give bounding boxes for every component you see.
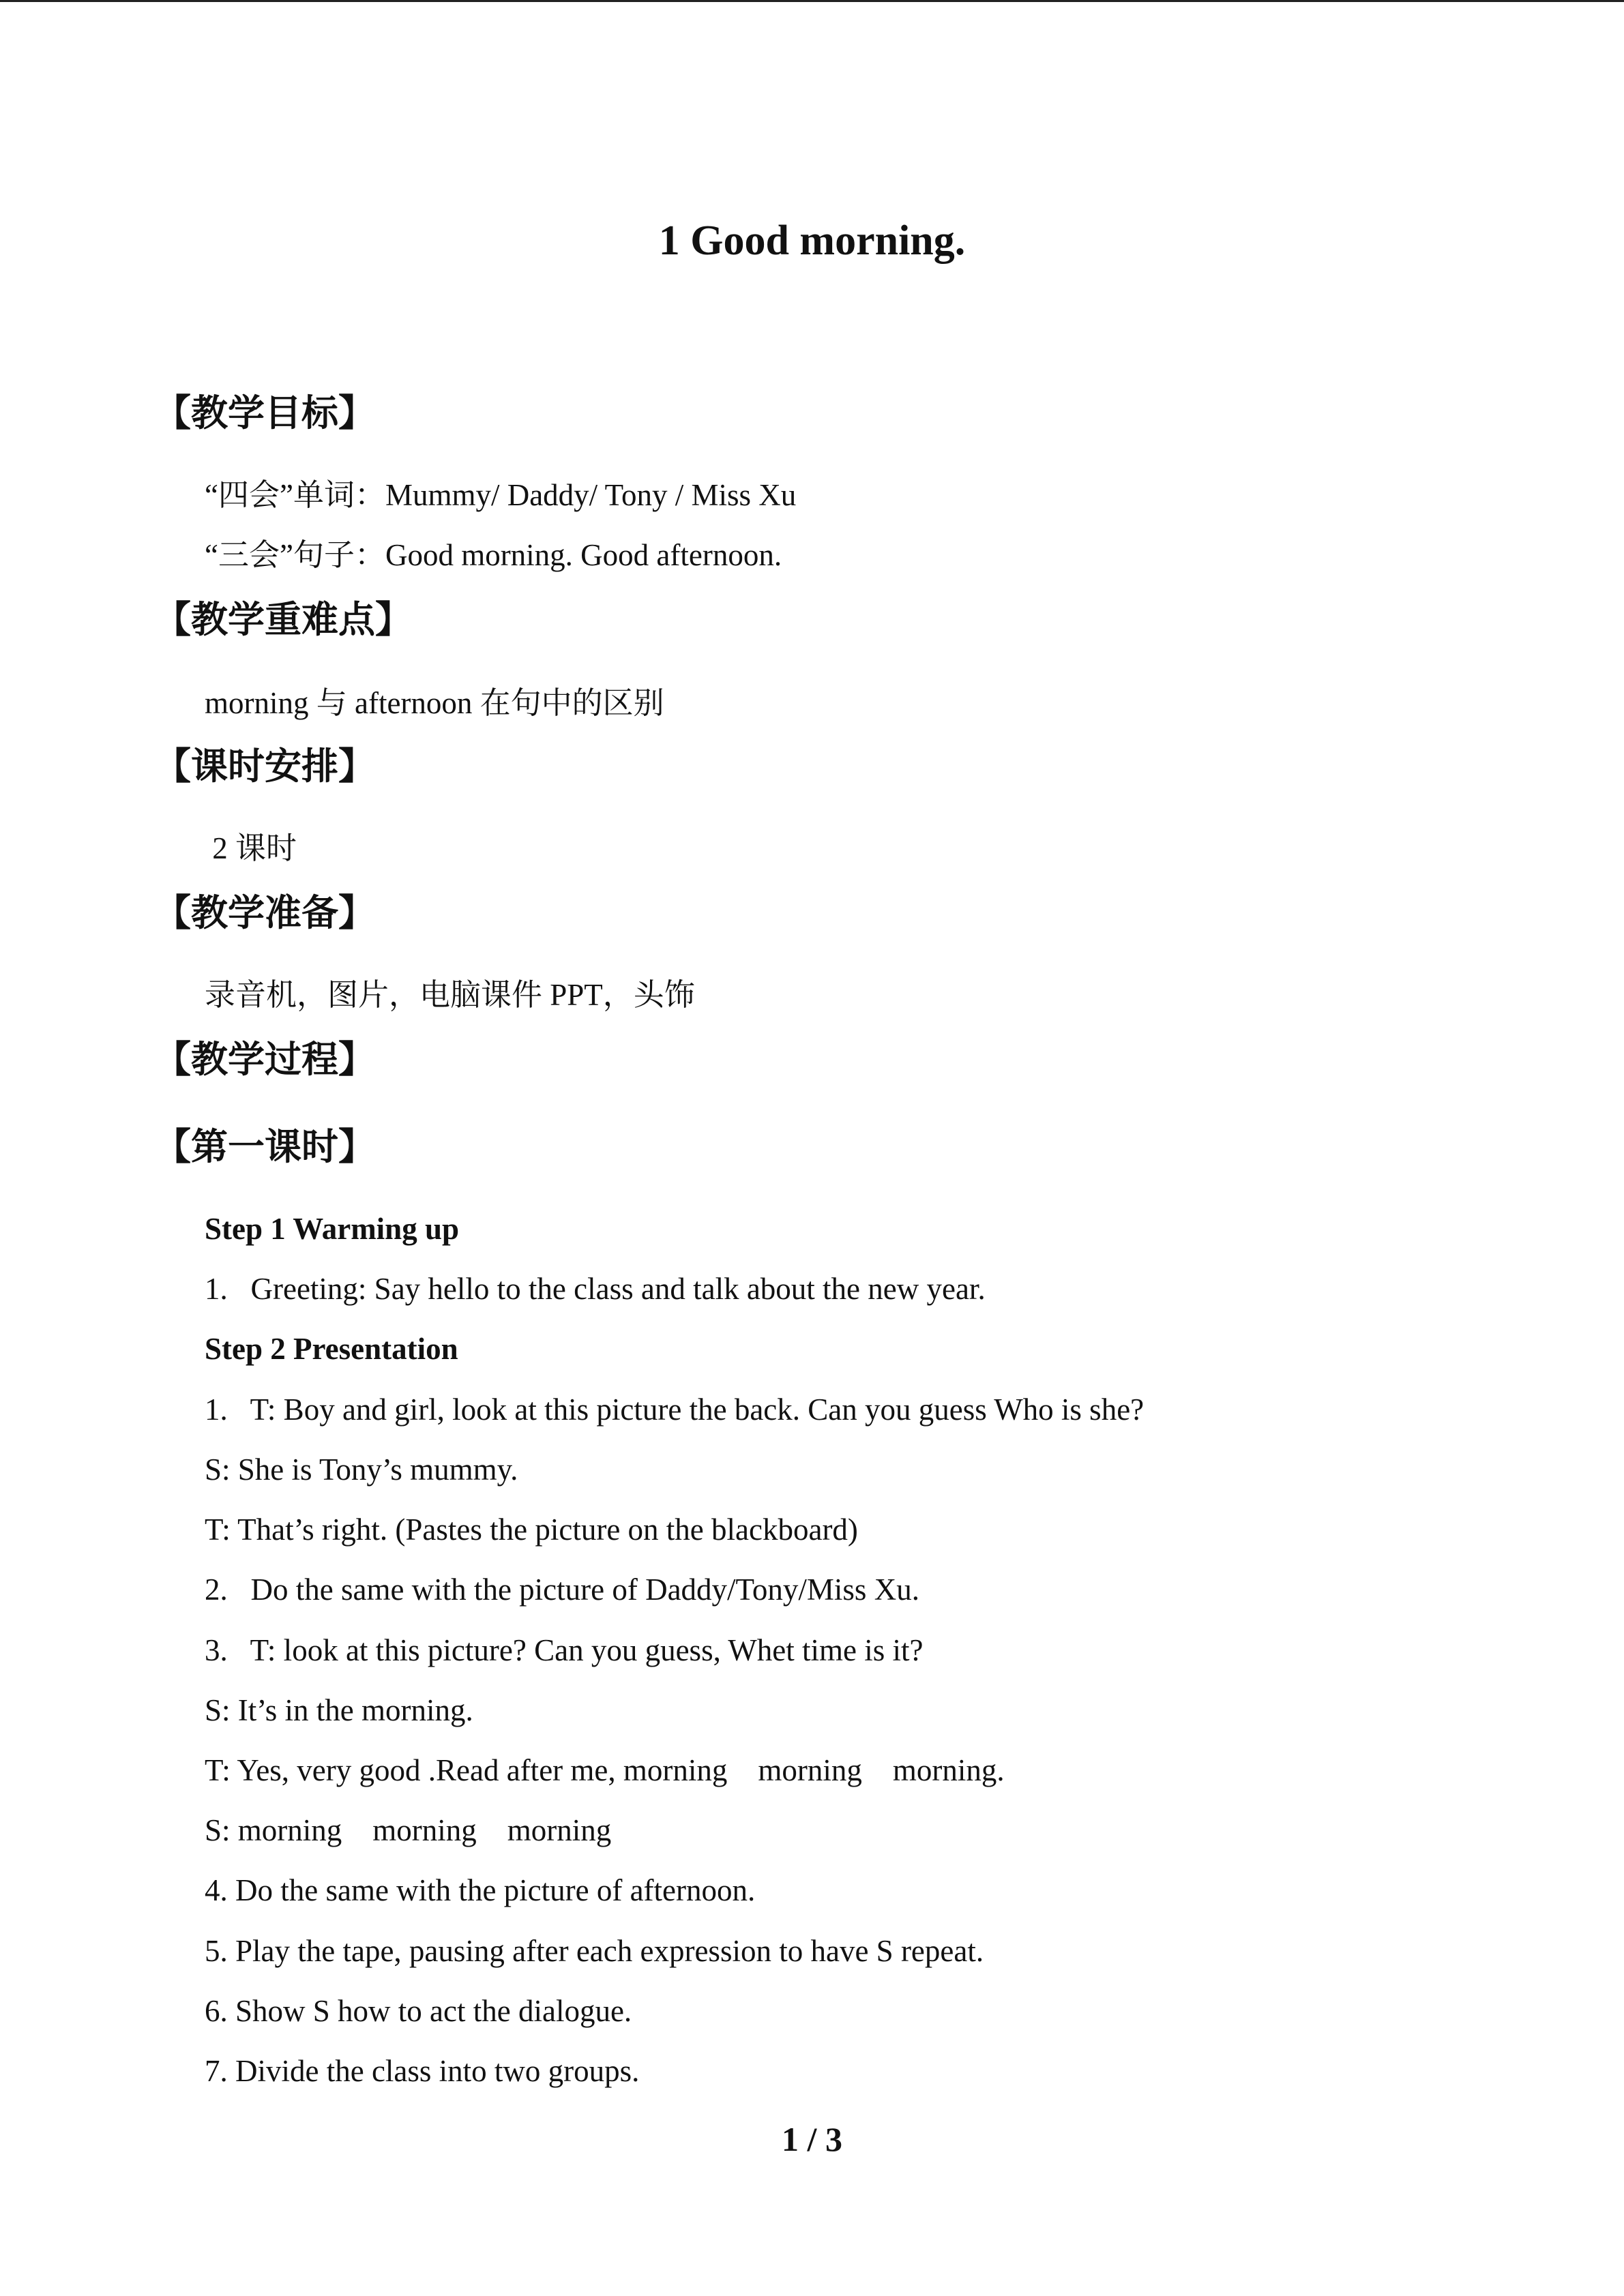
top-border-rule <box>0 0 1624 2</box>
step-line-thats-right: T: That’s right. (Pastes the picture on the blackboard) <box>205 1512 858 1547</box>
heading-key-points: 【教学重难点】 <box>154 598 412 641</box>
step-line-tonys-mummy: S: She is Tony’s mummy. <box>205 1452 518 1487</box>
step-line-same-pictures: 2. Do the same with the picture of Daddy/Tony/Miss Xu. <box>205 1572 919 1607</box>
objective-words: “四会”单词：Mummy/ Daddy/ Tony / Miss Xu <box>205 478 797 512</box>
heading-process: 【教学过程】 <box>154 1038 375 1081</box>
step-2-heading: Step 2 Presentation <box>205 1332 458 1366</box>
heading-schedule: 【课时安排】 <box>154 745 375 788</box>
heading-objectives: 【教学目标】 <box>154 391 375 434</box>
heading-preparation: 【教学准备】 <box>154 891 375 934</box>
step-line-guess-who: 1. T: Boy and girl, look at this picture the back. Can you guess Who is she? <box>205 1392 1145 1427</box>
page-number: 1 / 3 <box>782 2120 842 2158</box>
preparation-text: 录音机，图片，电脑课件 PPT，头饰 <box>205 978 695 1012</box>
schedule-text: 2 课时 <box>205 831 297 865</box>
step-line-divide-class: 7. Divide the class into two groups. <box>205 2054 640 2088</box>
step-line-afternoon-picture: 4. Do the same with the picture of afternoon. <box>205 1873 756 1907</box>
step-line-in-the-morning: S: It’s in the morning. <box>205 1693 473 1727</box>
heading-first-lesson: 【第一课时】 <box>154 1125 375 1168</box>
key-points-text: morning 与 afternoon 在句中的区别 <box>205 686 664 720</box>
objective-sentences: “三会”句子：Good morning. Good afternoon. <box>205 538 782 572</box>
step-line-play-tape: 5. Play the tape, pausing after each expression to have S repeat. <box>205 1934 984 1968</box>
document-title: 1 Good morning. <box>658 218 966 264</box>
step-line-greeting: 1. Greeting: Say hello to the class and talk about the new year. <box>205 1272 986 1306</box>
step-line-read-after-me: T: Yes, very good .Read after me, morning morning morning. <box>205 1753 1005 1787</box>
step-line-what-time: 3. T: look at this picture? Can you guess, Whet time is it? <box>205 1633 924 1667</box>
step-line-s-morning: S: morning morning morning <box>205 1813 612 1847</box>
step-1-heading: Step 1 Warming up <box>205 1212 460 1246</box>
step-line-act-dialogue: 6. Show S how to act the dialogue. <box>205 1994 632 2028</box>
